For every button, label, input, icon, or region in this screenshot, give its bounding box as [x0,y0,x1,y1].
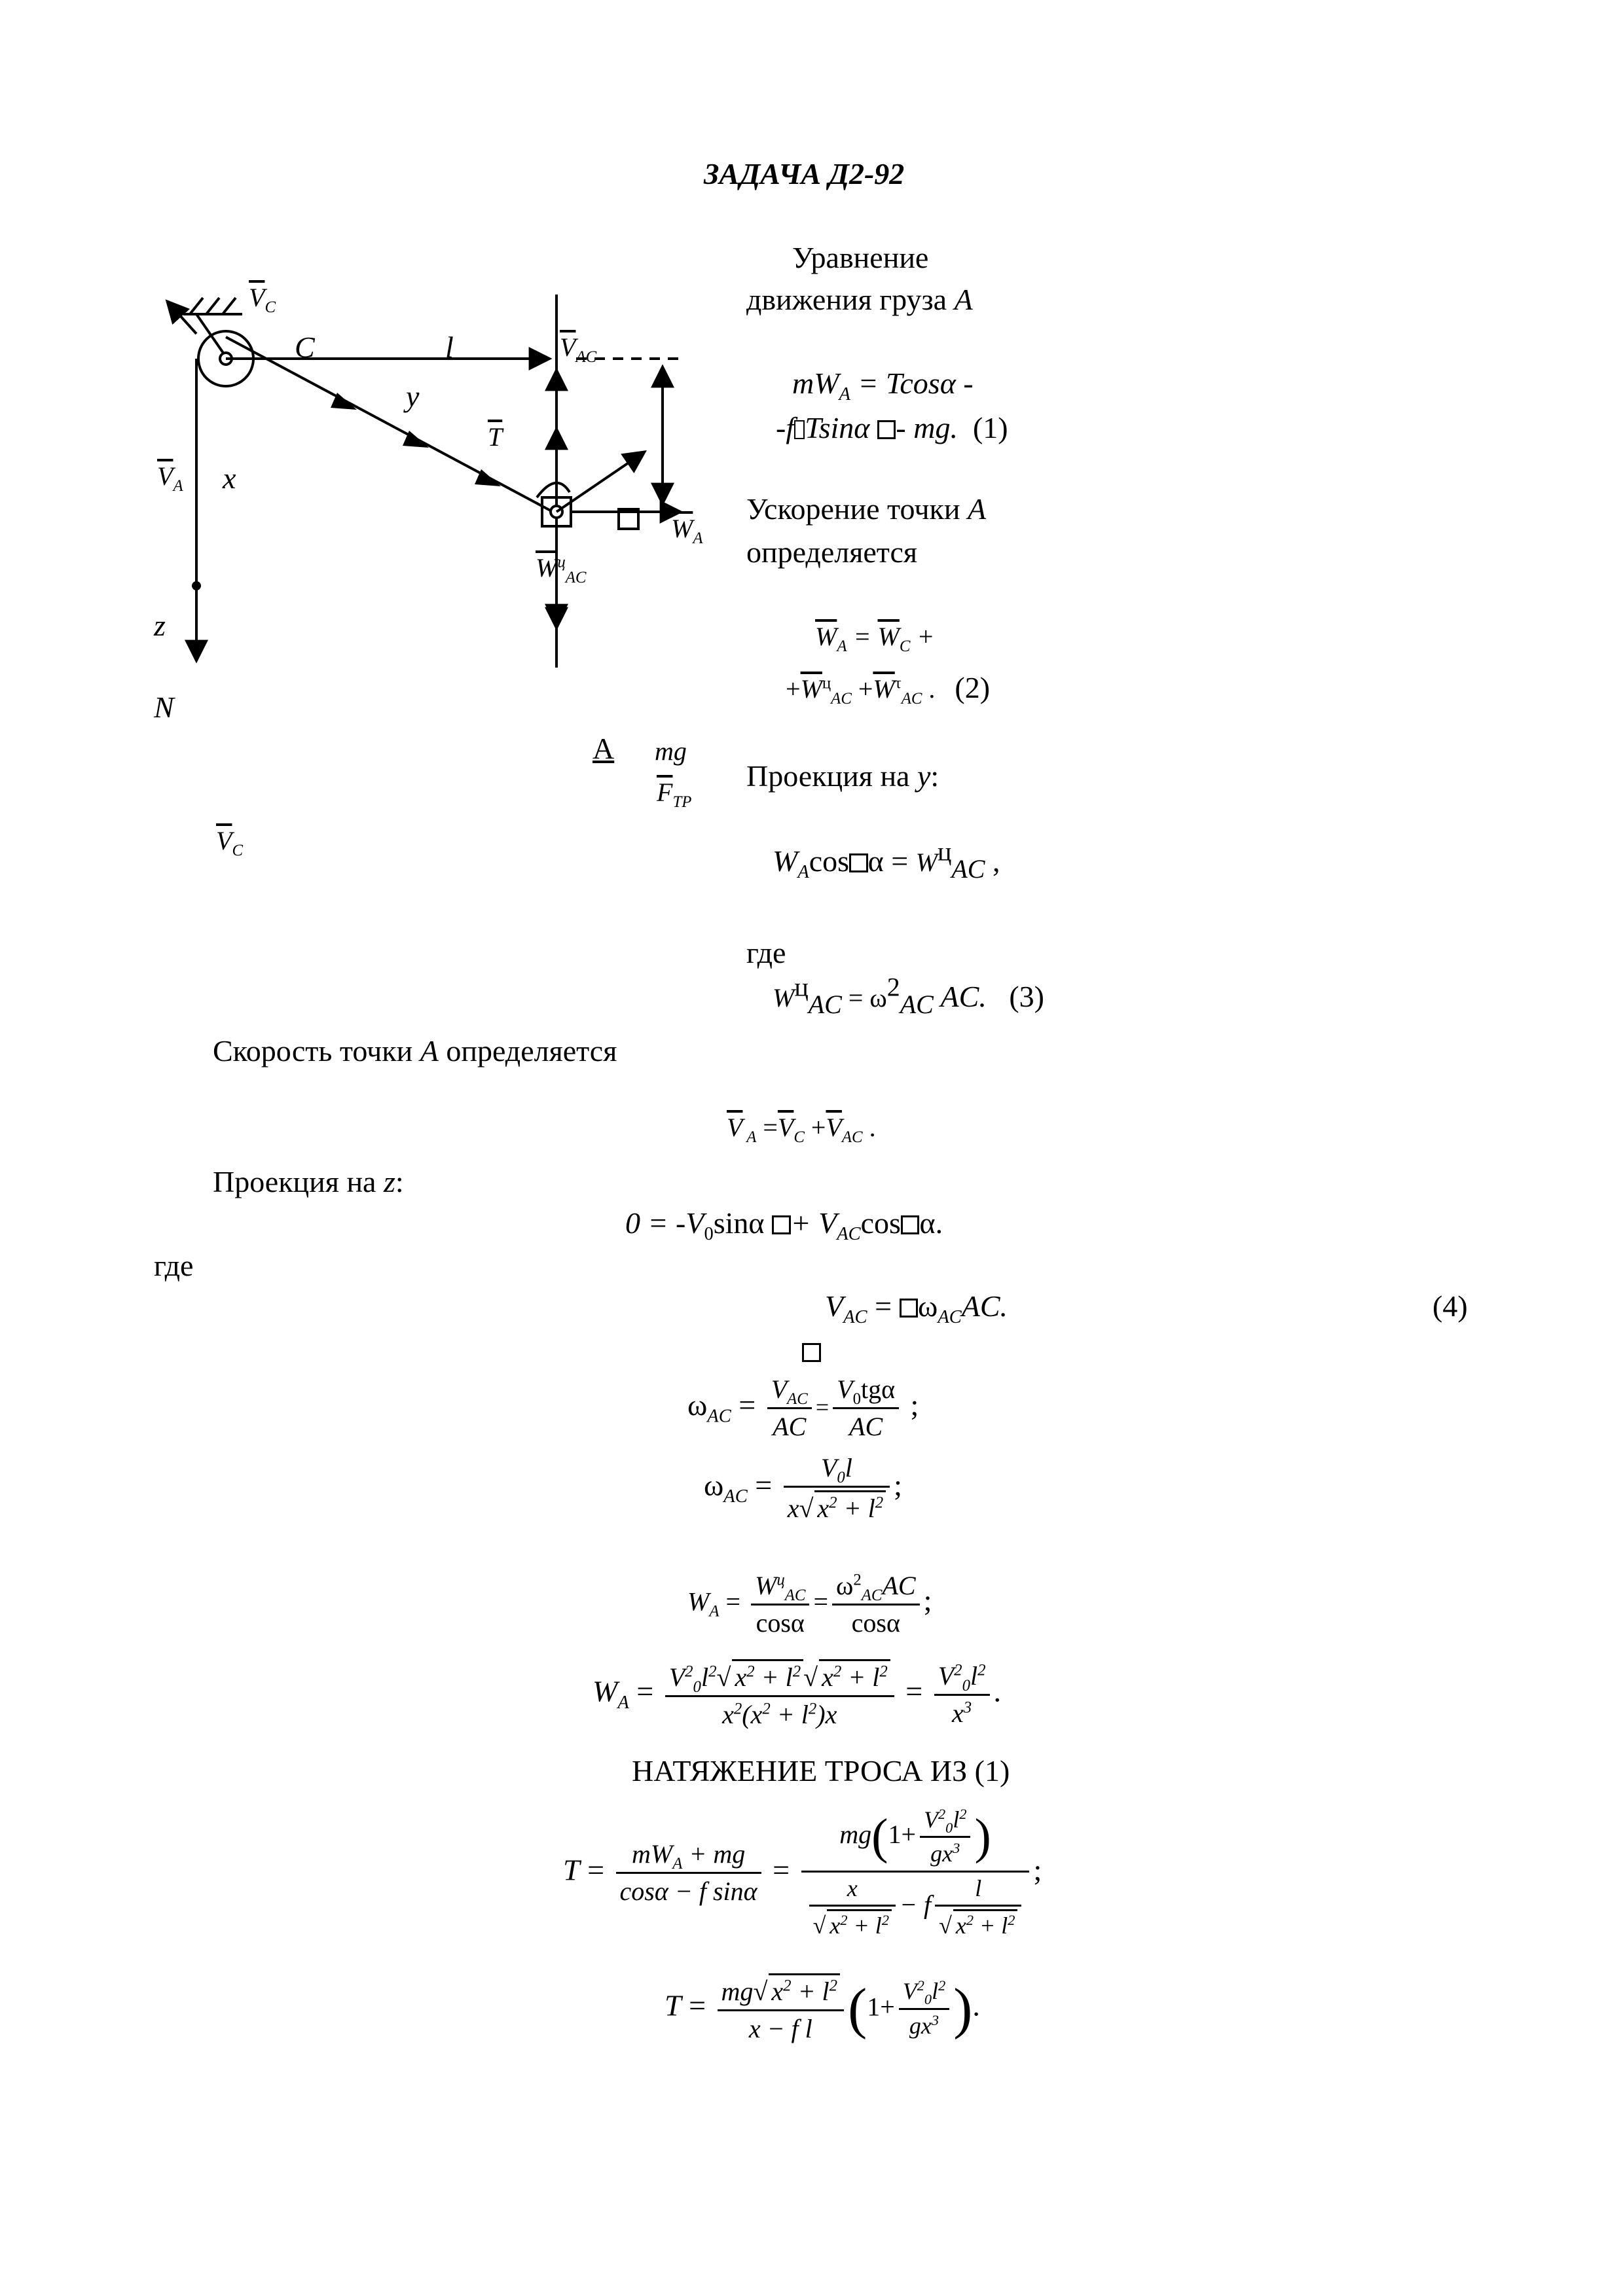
label-y: y [406,380,420,413]
equation-wa-2: $W_A$ = $\frac{V^2_0l^2 √ x^2 + l^2 √ x^2 + l^2}{x^2(x^2 + l^2)x}$ = $\frac{V^2_0l^2}{x^3}$ . [593,1659,1001,1730]
gde-1: где [746,936,786,969]
label-vc-2: $\overline{V}_C$ [216,826,243,859]
label-va: $\overline{V}_A$ [157,461,183,495]
label-wa: $\overline{W}_A$ [671,514,703,547]
equation-omega-2: $\omega_{AC}$ = $\frac{V_0l}{x √ x^2 + l^2}$ ; [704,1453,902,1524]
speed-text: Скорость точки A определяется [213,1034,617,1067]
angle-arc [537,483,570,497]
oblique-arrow [556,452,645,512]
eq-motion-line-1: Уравнение [792,241,929,274]
equation-2a: $\overline{W}_A = \overline{W}_C$ + [815,622,935,655]
stray-box [802,1334,821,1369]
label-vc: $\overline{V}_C$ [249,283,276,316]
equation-t-1: T = $\frac{mW_A + mg}{\text{cosα − f sinα}}$ = mg(1+ $\frac{V^2_0l^2}{gx^3}$ ) x √ $x^2 + l^2$ − f l √ $x^2 + l^2$ ; [563,1806,1042,1940]
equation-omega-1: $\omega_{AC}$ = $\frac{V_{AC}}{AC}$ = $\frac{V_0tg\alpha}{AC}$ ; [687,1374,919,1441]
label-n: N [154,691,174,724]
projection-y: Проекция на y: [746,759,939,793]
label-wac: $\overline{W}^ц_{AC}$ [536,553,587,586]
equation-2b: $+\overline{W}^ц_{AC} +\overline{W}^\tau_{AC}$ . (2) [786,671,991,708]
rope-dot [192,581,201,590]
equation-1a: $mW_A = Tcos\alpha$ - [792,367,974,405]
tension-heading: НАТЯЖЕНИЕ ТРОСА ИЗ (1) [632,1754,1010,1787]
equation-3: $W^ц_{AC} = \omega^2_{AC}$ AC. (3) [773,972,1044,1020]
label-a: A [593,732,615,765]
eq-motion-line-2: движения груза A [746,283,973,316]
label-mg: mg [655,736,687,766]
equation-y: $W_A\cos$ $\alpha = W^ц_{AC}$ , [773,836,1000,884]
label-vac: $\overline{V}_{AC}$ [560,332,597,366]
label-x: x [223,461,236,495]
vc-arrow [167,301,196,334]
label-c: C [295,331,315,364]
equation-wa-1: $W_A$ = $\frac{W^ц_{AC}}{\cos\alpha}$ = $\frac{\omega^2_{AC}AC}{\cos\alpha}$ ; [687,1571,932,1638]
accel-line-2: определяется [746,535,918,569]
label-t: $\overline{T}$ [488,422,503,452]
label-ftr: $\overline{F}_{ТР}$ [657,778,692,811]
inclined-rope [226,337,556,514]
label-z: z [154,609,166,642]
projection-z: Проекция на z: [213,1165,404,1198]
accel-line-1: Ускорение точки A [746,492,987,526]
equation-4: $V_{AC} = \omega_{AC}AC$. [825,1289,1008,1328]
gde-2: где [154,1249,194,1282]
equation-1b: -f Tsinα - mg. (1) [776,411,1008,444]
page-title: ЗАДАЧА Д2-92 [704,157,905,190]
equation-4-number: (4) [1432,1289,1468,1323]
equation-v: $\overline{V}$ $_A =\overline{V}_C +\overline{V}_{AC}$ . [727,1113,876,1146]
equation-z: $0 = -V_0\sin\alpha + V_{AC}\cos$ α. [625,1206,943,1245]
label-l: l [445,331,454,364]
equation-t-2: T = $\frac{mg √ x^2 + l^2}{\text{x − f l}}$ (1+ $\frac{V^2_0l^2}{gx^3}$ ). [665,1973,980,2044]
